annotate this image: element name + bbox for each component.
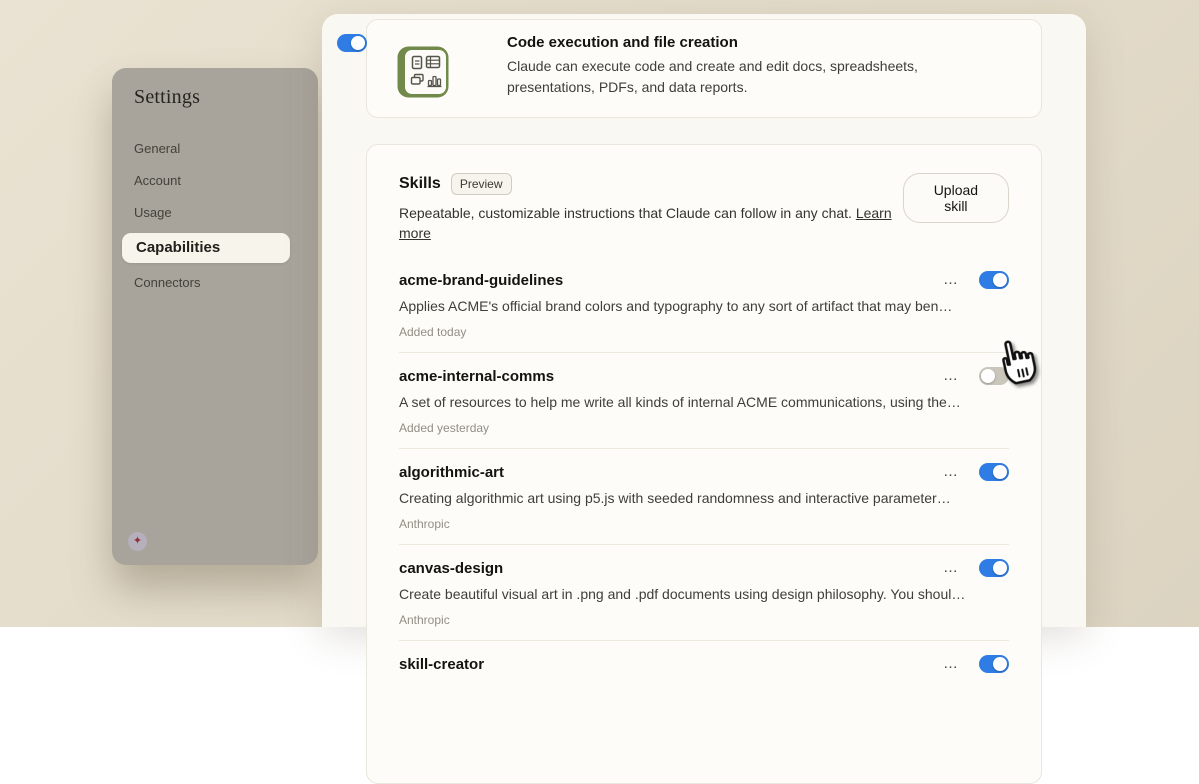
- learn-more-link[interactable]: Learn more: [399, 205, 892, 241]
- code-execution-description: Claude can execute code and create and edit docs, spreadsheets, presentations, PDFs, and data reports.: [507, 58, 918, 95]
- skill-row-acme-brand-guidelines: [399, 257, 1009, 353]
- skills-subtitle: [399, 203, 903, 243]
- skill-name: canvas-design: [399, 560, 504, 577]
- sidebar-item-capabilities[interactable]: Capabilities: [122, 233, 290, 263]
- skills-card: [366, 144, 1042, 784]
- sidebar-nav: [112, 133, 318, 299]
- claude-logo-icon: [128, 532, 147, 551]
- settings-sidebar: [112, 68, 318, 565]
- skill-meta: Anthropic: [399, 517, 450, 531]
- toggle-knob: [993, 273, 1007, 287]
- code-execution-toggle[interactable]: [337, 34, 367, 52]
- sidebar-item-general[interactable]: General: [134, 141, 181, 156]
- skills-header-text: [399, 173, 903, 243]
- toggle-knob: [993, 561, 1007, 575]
- skill-menu-button[interactable]: …: [943, 655, 959, 672]
- preview-badge: Preview: [451, 173, 512, 195]
- skill-description: Applies ACME's official brand colors and typography to any sort of artifact that may ben…: [399, 298, 953, 314]
- skill-meta: Added yesterday: [399, 421, 490, 435]
- skill-description: Create beautiful visual art in .png and .pdf documents using design philosophy. You shoul…: [399, 586, 966, 602]
- file-creation-icon: [397, 46, 449, 98]
- skill-menu-button[interactable]: …: [943, 367, 959, 384]
- code-execution-text: [507, 33, 985, 98]
- skill-meta: Anthropic: [399, 613, 450, 627]
- skill-row-algorithmic-art: [399, 449, 1009, 545]
- skill-row-acme-internal-comms: [399, 353, 1009, 449]
- skill-toggle[interactable]: [979, 367, 1009, 385]
- skill-toggle[interactable]: [979, 655, 1009, 673]
- skill-name: acme-internal-comms: [399, 368, 555, 385]
- skill-row-canvas-design: [399, 545, 1009, 641]
- skill-name: algorithmic-art: [399, 464, 505, 481]
- toggle-knob: [981, 369, 995, 383]
- skill-toggle[interactable]: [979, 559, 1009, 577]
- skill-menu-button[interactable]: …: [943, 559, 959, 576]
- code-execution-title: Code execution and file creation: [507, 34, 738, 51]
- skill-toggle[interactable]: [979, 271, 1009, 289]
- toggle-knob: [351, 36, 365, 50]
- skill-meta: Added today: [399, 325, 467, 339]
- skill-name: skill-creator: [399, 656, 485, 673]
- logo-glyph: ✦: [132, 535, 143, 547]
- toggle-knob: [993, 465, 1007, 479]
- sidebar-item-account[interactable]: Account: [134, 173, 181, 188]
- sidebar-title: Settings: [134, 86, 201, 108]
- skill-description: A set of resources to help me write all kinds of internal ACME communications, using the…: [399, 394, 961, 410]
- skills-subtitle-text: Repeatable, customizable instructions that Claude can follow in any chat.: [399, 205, 852, 221]
- skill-menu-button[interactable]: …: [943, 271, 959, 288]
- upload-skill-button[interactable]: Upload skill: [903, 173, 1009, 223]
- skill-name: acme-brand-guidelines: [399, 272, 564, 289]
- sidebar-item-connectors[interactable]: Connectors: [134, 275, 201, 290]
- skills-title: Skills: [399, 175, 441, 192]
- skill-description: Creating algorithmic art using p5.js with seeded randomness and interactive parameter…: [399, 490, 951, 506]
- toggle-knob: [993, 657, 1007, 671]
- skill-row-skill-creator: [399, 641, 1009, 688]
- capabilities-panel: [322, 14, 1086, 673]
- skill-menu-button[interactable]: …: [943, 463, 959, 480]
- sidebar-item-usage[interactable]: Usage: [134, 205, 172, 220]
- code-execution-card: [366, 19, 1042, 118]
- skills-header: [399, 173, 1009, 243]
- skill-list: [399, 257, 1009, 688]
- skill-toggle[interactable]: [979, 463, 1009, 481]
